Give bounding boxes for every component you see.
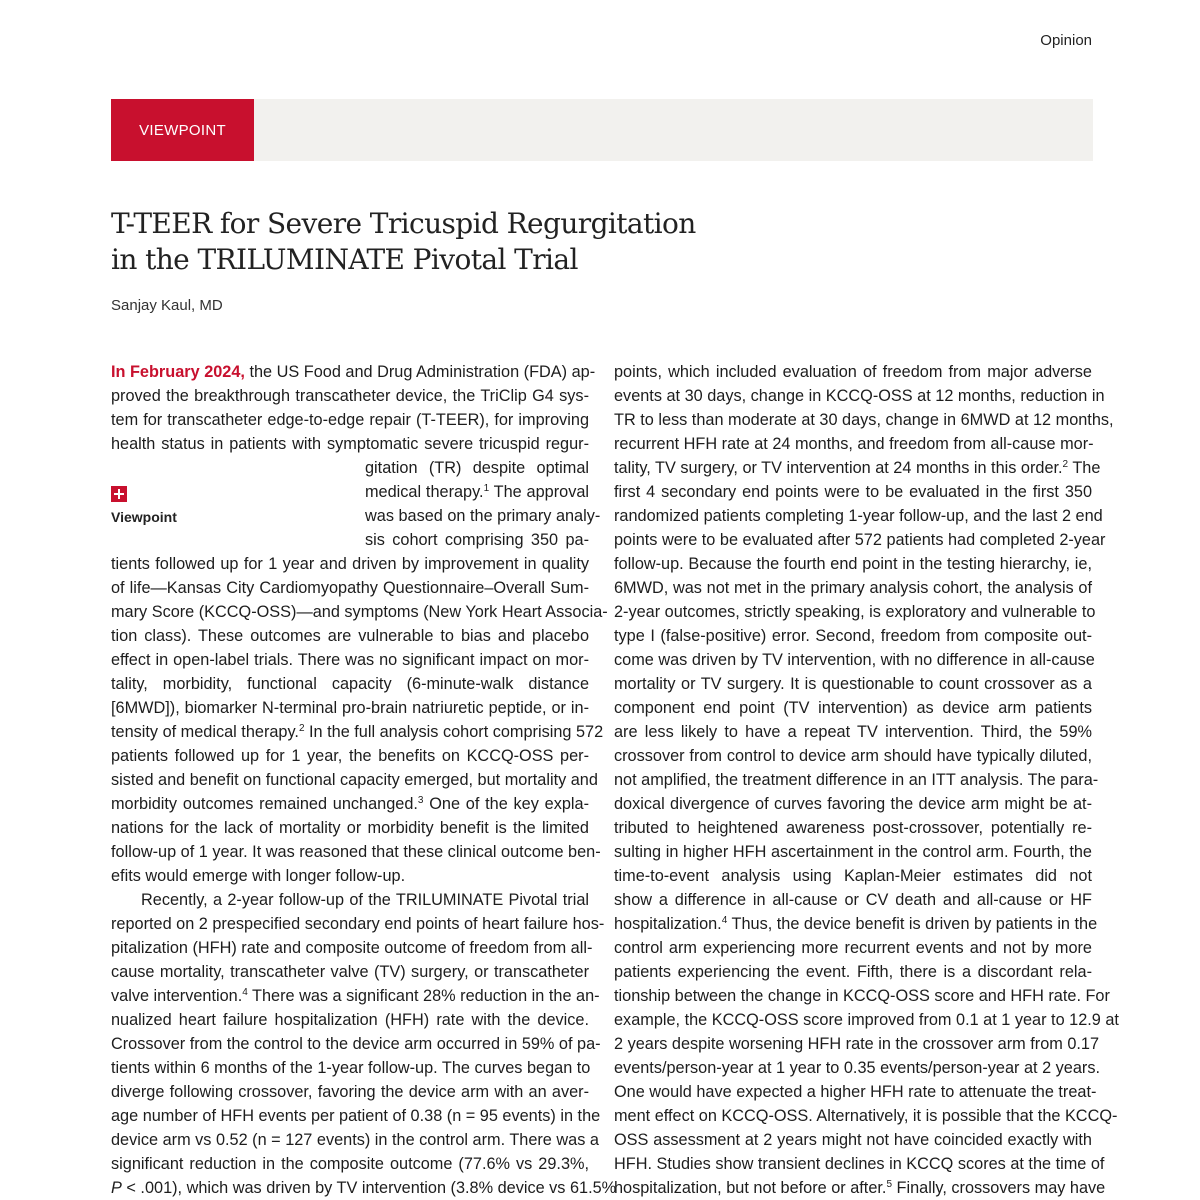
- text-line: tion class). These outcomes are vulnerable to bias and placebo: [111, 627, 589, 645]
- text-line: HFH. Studies show transient declines in KCCQ scores at the time of: [614, 1155, 1105, 1173]
- text-line: cause mortality, transcatheter valve (TV) surgery, or transcatheter: [111, 963, 589, 981]
- text-line: Crossover from the control to the device arm occurred in 59% of pa-: [111, 1035, 601, 1053]
- text-line: reported on 2 prespecified secondary end points of heart failure hos-: [111, 915, 605, 933]
- text-line: points were to be evaluated after 572 patients had completed 2-year: [614, 531, 1106, 549]
- text-line: 2 years despite worsening HFH rate in the crossover arm from 0.17: [614, 1035, 1100, 1053]
- text-line: of life—Kansas City Cardiomyopathy Questionnaire–Overall Sum-: [111, 579, 589, 597]
- text-line: come was driven by TV intervention, with no difference in all-cause: [614, 651, 1095, 669]
- text-line: tensity of medical therapy.$^2$ In the full analysis cohort comprising 572: [111, 723, 604, 741]
- text-line: was based on the primary analy-: [365, 507, 601, 525]
- text-line: follow-up. Because the fourth end point in the testing hierarchy, ie,: [614, 555, 1092, 573]
- text-line: medical therapy.$^1$ The approval: [365, 483, 590, 501]
- text-line: ment effect on KCCQ-OSS. Alternatively, it is possible that the KCCQ-: [614, 1107, 1118, 1125]
- text-line: tality, morbidity, functional capacity (6-minute-walk distance: [111, 675, 589, 693]
- text-line: example, the KCCQ-OSS score improved from 0.1 at 1 year to 12.9 at: [614, 1011, 1119, 1029]
- text-line: tients within 6 months of the 1-year follow-up. The curves began to: [111, 1059, 591, 1077]
- text-line: hospitalization, but not before or after.$^5$ Finally, crossovers may have: [614, 1179, 1106, 1197]
- text-line: tem for transcatheter edge-to-edge repair (T-TEER), for improving: [111, 411, 589, 429]
- text-line: crossover from control to device arm should have typically diluted,: [614, 747, 1092, 765]
- text-line: events at 30 days, change in KCCQ-OSS at 12 months, reduction in: [614, 387, 1105, 405]
- text-line: hospitalization.$^4$ Thus, the device benefit is driven by patients in the: [614, 915, 1098, 933]
- title-line: in the TRILUMINATE Pivotal Trial: [111, 243, 578, 276]
- text-line: gitation (TR) despite optimal: [365, 459, 589, 477]
- text-line: efits would emerge with longer follow-up.: [111, 867, 406, 885]
- text-line: One would have expected a higher HFH rate to attenuate the treat-: [614, 1083, 1097, 1101]
- text-line: tality, TV surgery, or TV intervention at 24 months in this order.$^2$ The: [614, 459, 1101, 477]
- text-line: In February 2024, the US Food and Drug Administration (FDA) ap-: [111, 363, 596, 381]
- text-line: 2-year outcomes, strictly speaking, is exploratory and vulnerable to: [614, 603, 1096, 621]
- article-title: [111, 206, 811, 278]
- text-line: show a difference in all-cause or CV death and all-cause or HF: [614, 891, 1092, 909]
- text-line: device arm vs 0.52 (n = 127 events) in the control arm. There was a: [111, 1131, 599, 1149]
- title-line: T-TEER for Severe Tricuspid Regurgitation: [111, 207, 696, 240]
- section-label: Opinion: [1040, 32, 1092, 49]
- text-line: points, which included evaluation of freedom from major adverse: [614, 363, 1092, 381]
- text-line: component end point (TV intervention) as device arm patients: [614, 699, 1092, 717]
- text-line: diverge following crossover, favoring the device arm with an aver-: [111, 1083, 589, 1101]
- text-line: P < .001), which was driven by TV intervention (3.8% device vs 61.5%: [111, 1179, 617, 1197]
- text-line: significant reduction in the composite outcome (77.6% vs 29.3%,: [111, 1155, 589, 1173]
- text-line: sisted and benefit on functional capacity emerged, but mortality and: [111, 771, 598, 789]
- article-type-banner: [111, 99, 1093, 161]
- text-line: tionship between the change in KCCQ-OSS score and HFH rate. For: [614, 987, 1110, 1005]
- text-line: OSS assessment at 2 years might not have coincided exactly with: [614, 1131, 1092, 1149]
- text-line: recurrent HFH rate at 24 months, and freedom from all-cause mor-: [614, 435, 1094, 453]
- text-line: Recently, a 2-year follow-up of the TRILUMINATE Pivotal trial: [141, 891, 589, 909]
- text-line: follow-up of 1 year. It was reasoned that these clinical outcome ben-: [111, 843, 601, 861]
- viewpoint-link-label[interactable]: Viewpoint: [111, 509, 177, 525]
- lead-in: In February 2024,: [111, 363, 245, 381]
- text-line: tributed to heightened awareness post-crossover, potentially re-: [614, 819, 1092, 837]
- body-column-left: [111, 360, 617, 1200]
- text-line: type I (false-positive) error. Second, freedom from composite out-: [614, 627, 1092, 645]
- text-line: nations for the lack of mortality or morbidity benefit is the limited: [111, 819, 589, 837]
- text-line: tients followed up for 1 year and driven by improvement in quality: [111, 555, 589, 573]
- text-line: time-to-event analysis using Kaplan-Meier estimates did not: [614, 867, 1092, 885]
- text-line: pitalization (HFH) rate and composite outcome of freedom from all-: [111, 939, 593, 957]
- text-line: mortality or TV surgery. It is questionable to count crossover as a: [614, 675, 1092, 693]
- text-line: first 4 secondary end points were to be evaluated in the first 350: [614, 483, 1092, 501]
- text-line: events/person-year at 1 year to 0.35 events/person-year at 2 years.: [614, 1059, 1100, 1077]
- text-line: sulting in higher HFH ascertainment in the control arm. Fourth, the: [614, 843, 1092, 861]
- text-line: patients followed up for 1 year, the benefits on KCCQ-OSS per-: [111, 747, 589, 765]
- text-line: nualized heart failure hospitalization (HFH) rate with the device.: [111, 1011, 589, 1029]
- text-line: mary Score (KCCQ-OSS)—and symptoms (New York Heart Associa-: [111, 603, 608, 621]
- text-line: effect in open-label trials. There was no significant impact on mor-: [111, 651, 589, 669]
- text-line: valve intervention.$^4$ There was a significant 28% reduction in the an-: [111, 987, 600, 1005]
- text-line: age number of HFH events per patient of 0.38 (n = 95 events) in the: [111, 1107, 601, 1125]
- text-line: proved the breakthrough transcatheter device, the TriClip G4 sys-: [111, 387, 589, 405]
- text-line: control arm experiencing more recurrent events and not by more: [614, 939, 1092, 957]
- text-line: morbidity outcomes remained unchanged.$^3$ One of the key expla-: [111, 795, 589, 813]
- text-line: [6MWD]), biomarker N-terminal pro-brain natriuretic peptide, or in-: [111, 699, 589, 717]
- text-line: randomized patients completing 1-year follow-up, and the last 2 end: [614, 507, 1103, 525]
- article-type-tag: VIEWPOINT: [111, 99, 254, 161]
- text-line: TR to less than moderate at 30 days, change in 6MWD at 12 months,: [614, 411, 1114, 429]
- text-line: doxical divergence of curves favoring the device arm might be at-: [614, 795, 1092, 813]
- text-line: not amplified, the treatment difference in an ITT analysis. The para-: [614, 771, 1099, 789]
- text-line: patients experiencing the event. Fifth, there is a discordant rela-: [614, 963, 1092, 981]
- text-line: sis cohort comprising 350 pa-: [365, 531, 589, 549]
- text-line: are less likely to have a repeat TV intervention. Third, the 59%: [614, 723, 1092, 741]
- text-line: health status in patients with symptomatic severe tricuspid regur-: [111, 435, 589, 453]
- body-column-right: [614, 360, 1119, 1200]
- text-line: 6MWD, was not met in the primary analysis cohort, the analysis of: [614, 579, 1092, 597]
- author-byline: Sanjay Kaul, MD: [111, 297, 223, 314]
